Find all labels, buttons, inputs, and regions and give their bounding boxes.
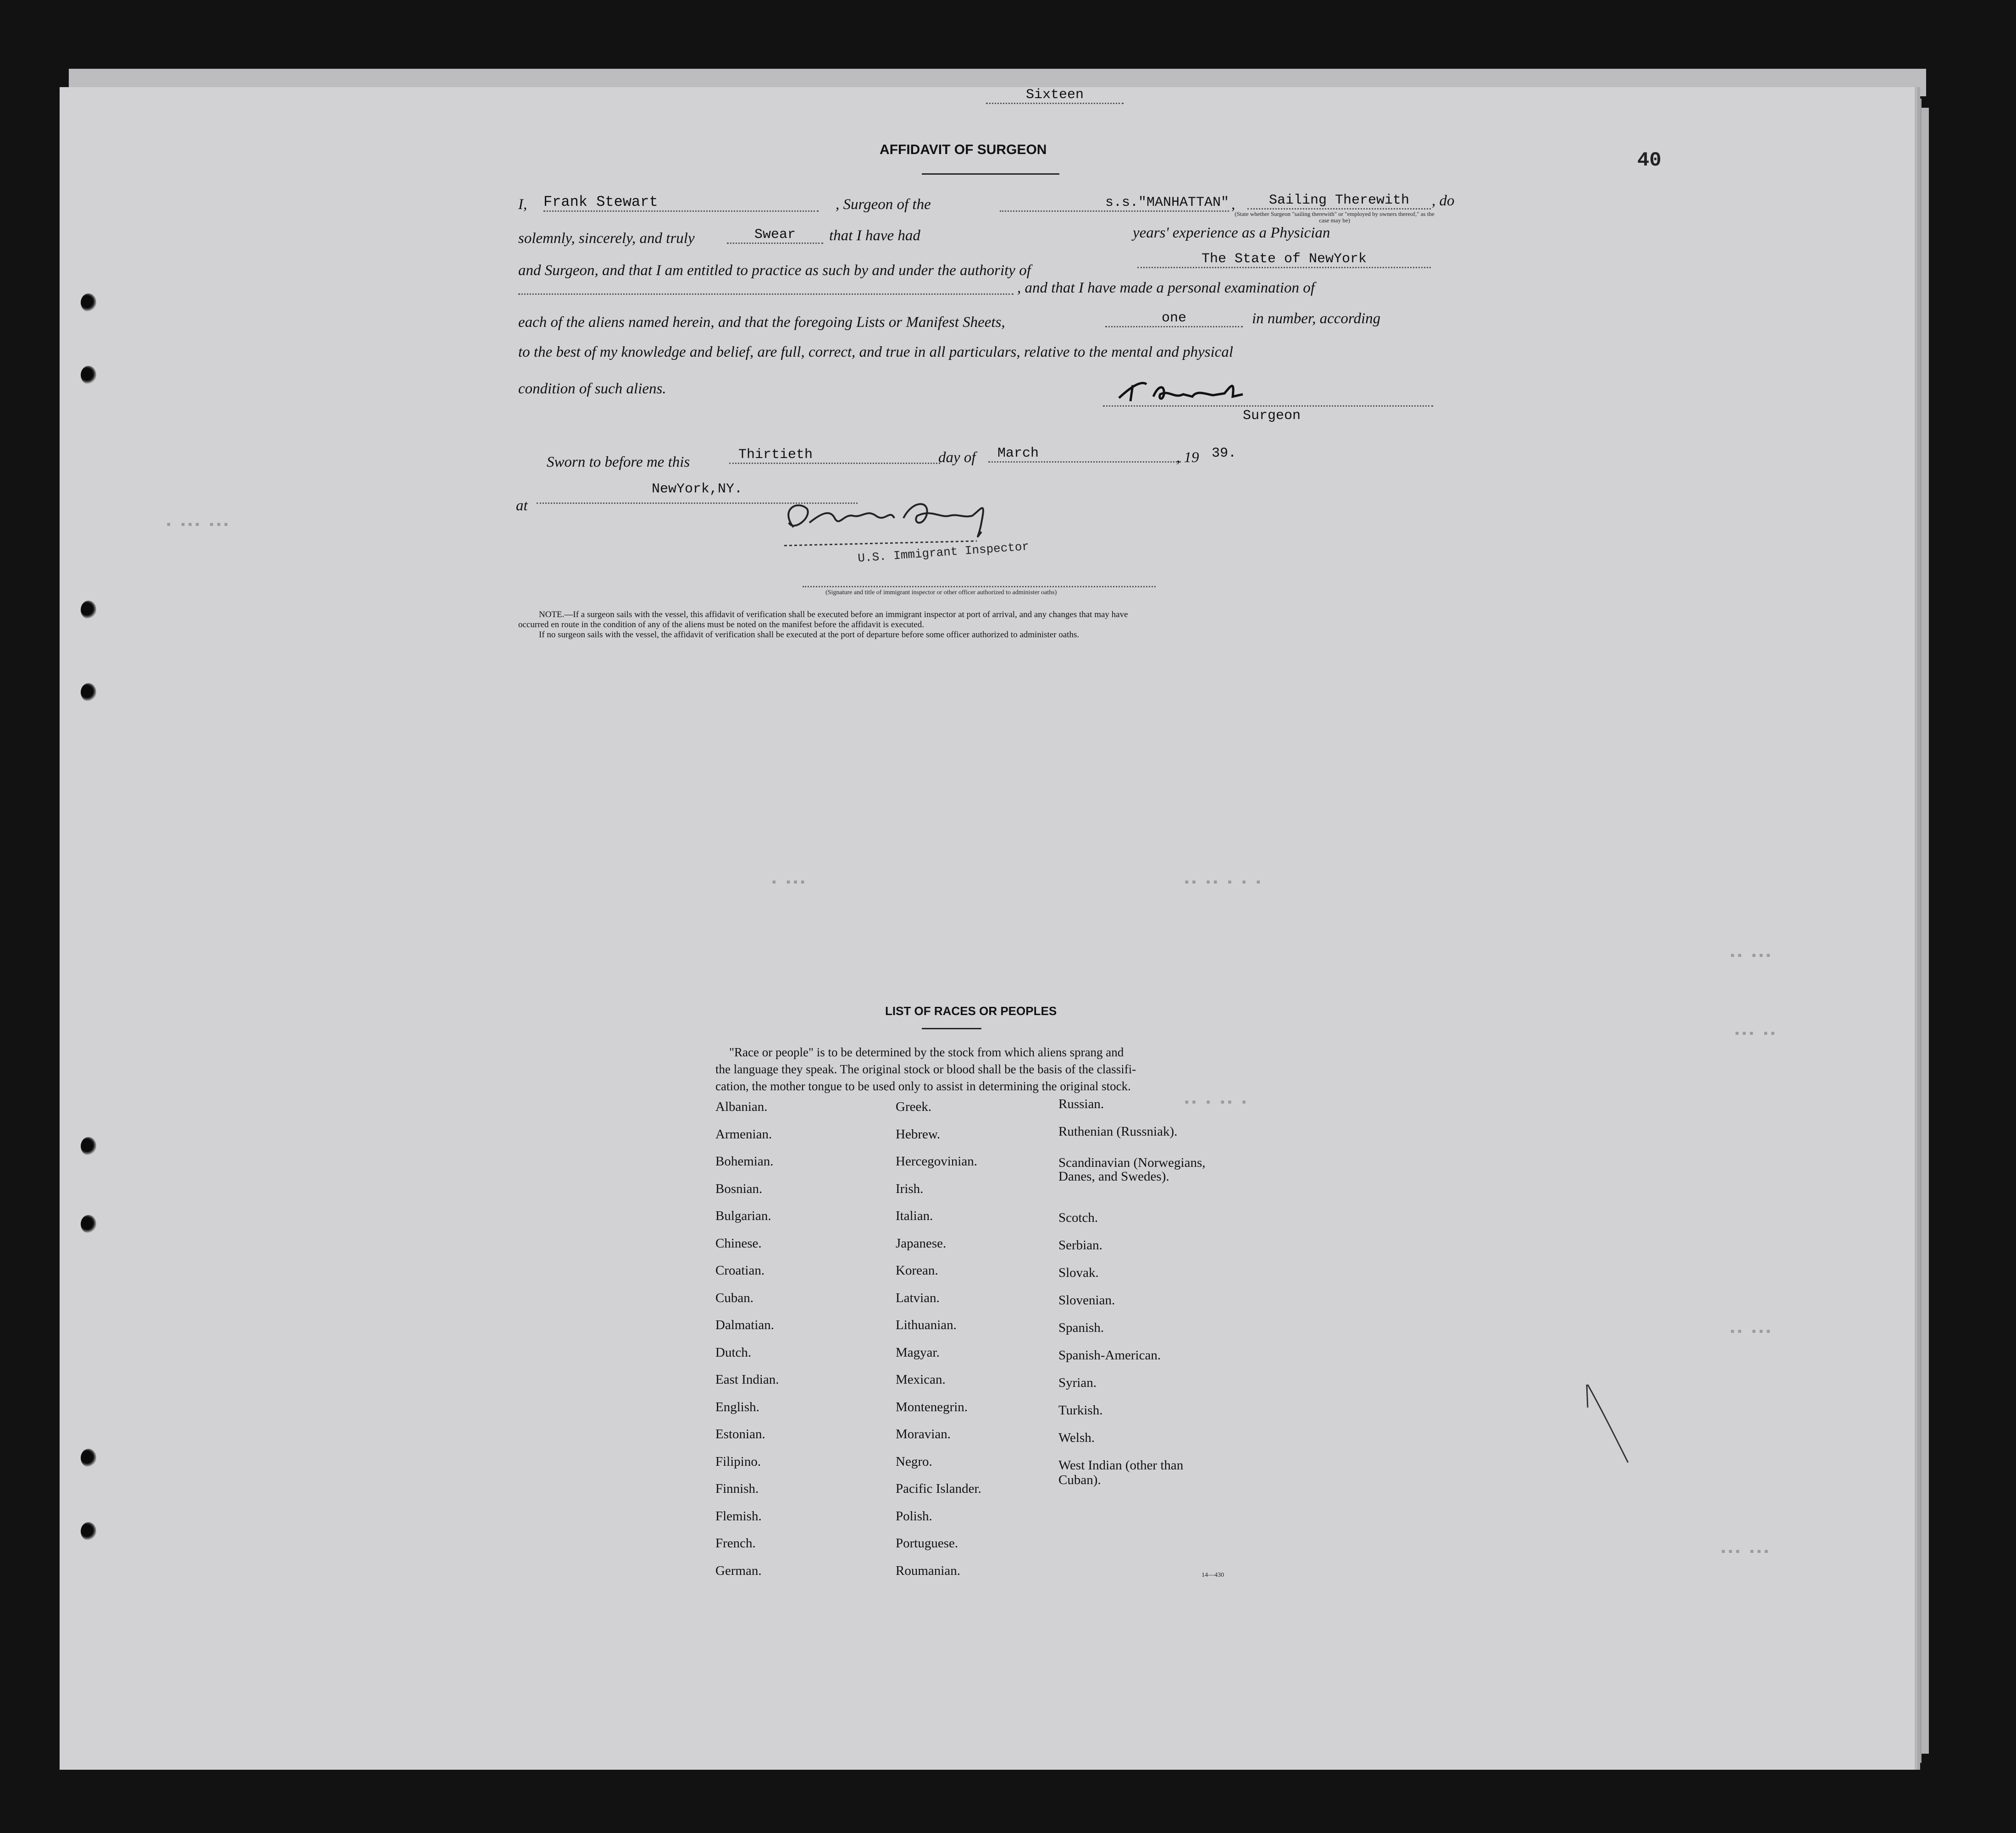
- line1-comma: ,: [1231, 196, 1235, 213]
- ghost-mark: ▪▪ ▪▪ ▪ ▪ ▪: [1183, 876, 1262, 889]
- race-item: Hercegovinian.: [896, 1154, 977, 1169]
- line5-a: each of the aliens named herein, and that the foregoing Lists or Manifest Sheets,: [518, 314, 1005, 331]
- race-item: Lithuanian.: [896, 1318, 957, 1332]
- authority-field: The State of NewYork: [1137, 251, 1431, 268]
- inspector-title: U.S. Immigrant Inspector: [857, 539, 1030, 566]
- place-field: NewYork,NY.: [537, 481, 858, 504]
- ghost-mark: ▪ ▪▪▪ ▪▪▪: [165, 518, 230, 532]
- line1-surgeon-of: , Surgeon of the: [836, 196, 931, 213]
- vessel-field: s.s."MANHATTAN": [1000, 195, 1229, 212]
- sheets-field: one: [1105, 310, 1243, 327]
- punch-hole: [81, 293, 96, 312]
- ghost-mark: ▪▪▪ ▪▪▪: [1720, 1545, 1770, 1559]
- race-item: Cuban.: [715, 1290, 753, 1305]
- line1-i: I,: [518, 196, 527, 213]
- title-underline: [922, 173, 1059, 175]
- race-item: Cuban).: [1058, 1473, 1101, 1487]
- form-number: 14—430: [1202, 1572, 1224, 1579]
- race-item: Danes, and Swedes).: [1058, 1169, 1169, 1184]
- race-item: Chinese.: [715, 1236, 762, 1251]
- line5-b: in number, according: [1252, 310, 1381, 327]
- race-item: Moravian.: [896, 1427, 951, 1441]
- punch-hole: [81, 1137, 96, 1155]
- race-item: Turkish.: [1058, 1403, 1103, 1418]
- races-title-underline: [922, 1028, 981, 1029]
- race-item: Japanese.: [896, 1236, 947, 1251]
- sworn-month-field: March: [988, 446, 1181, 463]
- punch-hole: [81, 601, 96, 619]
- punch-hole: [81, 683, 96, 701]
- race-item: French.: [715, 1536, 756, 1551]
- surgeon-name-field: Frank Stewart: [543, 193, 819, 212]
- race-item: Serbian.: [1058, 1238, 1102, 1253]
- race-item: Albanian.: [715, 1099, 768, 1114]
- race-item: Polish.: [896, 1508, 932, 1524]
- race-item: Ruthenian (Russniak).: [1058, 1124, 1178, 1139]
- affidavit-title: AFFIDAVIT OF SURGEON: [880, 142, 1047, 157]
- sworn-year: 39.: [1212, 446, 1237, 461]
- race-item: Greek.: [896, 1099, 932, 1114]
- race-item: Armenian.: [715, 1126, 772, 1142]
- punch-hole: [81, 366, 96, 384]
- race-item: Scandinavian (Norwegians,: [1058, 1155, 1206, 1170]
- ghost-mark: ▪▪ ▪▪▪: [1729, 1325, 1772, 1339]
- race-item: Slovak.: [1058, 1265, 1099, 1280]
- race-item: Magyar.: [896, 1345, 940, 1360]
- races-title: LIST OF RACES OR PEOPLES: [885, 1004, 1057, 1018]
- race-item: Roumanian.: [896, 1563, 960, 1578]
- race-item: Mexican.: [896, 1372, 946, 1387]
- sailing-note: (State whether Surgeon "sailing therewith" or "employed by owners thereof," as the case may be): [1235, 210, 1434, 224]
- line1-do: , do: [1432, 193, 1455, 209]
- sworn-day-field: Thirtieth: [729, 447, 940, 464]
- line2-b: that I have had: [829, 227, 920, 244]
- race-item: Negro.: [896, 1454, 932, 1469]
- race-item: East Indian.: [715, 1372, 779, 1387]
- race-item: Flemish.: [715, 1508, 762, 1524]
- sworn-c: , 19: [1176, 449, 1199, 466]
- ghost-mark: ▪ ▪▪▪: [770, 876, 807, 889]
- race-item: English.: [715, 1399, 759, 1414]
- race-item: Spanish.: [1058, 1320, 1104, 1335]
- race-item: Spanish-American.: [1058, 1348, 1161, 1363]
- race-item: Korean.: [896, 1263, 938, 1278]
- page-number: 40: [1637, 149, 1662, 172]
- race-item: West Indian (other than: [1058, 1458, 1184, 1473]
- line6: to the best of my knowledge and belief, are full, correct, and true in all particulars, relative to the mental and physical: [518, 344, 1233, 360]
- authority-field-continued: [518, 280, 1014, 295]
- ghost-mark: ▪▪ ▪▪▪: [1729, 949, 1772, 963]
- sworn-b: day of: [938, 449, 976, 466]
- sworn-a: Sworn to before me this: [547, 454, 690, 470]
- race-item: Latvian.: [896, 1290, 940, 1305]
- oath-field: Swear: [727, 227, 823, 244]
- race-item: Slovenian.: [1058, 1293, 1115, 1308]
- note-line-1: NOTE.—If a surgeon sails with the vessel, this affidavit of verification shall be executed before an immigrant inspector at port of arrival, and any changes that may have: [539, 610, 1128, 619]
- punch-hole: [81, 1215, 96, 1233]
- race-item: Bohemian.: [715, 1154, 774, 1169]
- race-item: German.: [715, 1563, 762, 1578]
- ghost-mark: ▪▪ ▪ ▪▪ ▪: [1183, 1096, 1248, 1110]
- race-item: Estonian.: [715, 1427, 765, 1441]
- race-item: Croatian.: [715, 1263, 765, 1278]
- race-item: Welsh.: [1058, 1430, 1095, 1445]
- races-intro-2: the language they speak. The original stock or blood shall be the basis of the classifi-: [715, 1062, 1136, 1076]
- race-item: Montenegrin.: [896, 1399, 968, 1414]
- race-item: Dalmatian.: [715, 1318, 775, 1332]
- stray-pen-mark: [1582, 1380, 1637, 1472]
- note-line-2: occurred en route in the condition of any of the aliens must be noted on the manifest before the affidavit is executed.: [518, 620, 924, 629]
- sailing-status-field: Sailing Therewith: [1247, 193, 1431, 210]
- race-item: Portuguese.: [896, 1536, 958, 1551]
- line2-a: solemnly, sincerely, and truly: [518, 230, 695, 247]
- page-stack-edge-2: [1922, 108, 1929, 1754]
- race-item: Syrian.: [1058, 1375, 1097, 1390]
- race-item: Italian.: [896, 1209, 933, 1223]
- race-item: Finnish.: [715, 1481, 759, 1496]
- line4-a: , and that I have made a personal examination of: [1017, 280, 1315, 296]
- at-label: at: [516, 497, 528, 514]
- punch-hole: [81, 1449, 96, 1467]
- race-item: Russian.: [1058, 1097, 1104, 1111]
- race-item: Pacific Islander.: [896, 1481, 981, 1496]
- inspector-signature-line: [803, 585, 1156, 587]
- punch-hole: [81, 1522, 96, 1540]
- race-item: Filipino.: [715, 1454, 761, 1469]
- line2-c: years' experience as a Physician: [1133, 225, 1330, 241]
- document-page: [60, 87, 1915, 1770]
- note-line-3: If no surgeon sails with the vessel, the affidavit of verification shall be executed at the port of departure before some officer authorized to administer oaths.: [539, 630, 1080, 640]
- surgeon-signature-line: [1103, 403, 1433, 407]
- races-intro-1: "Race or people" is to be determined by the stock from which aliens sprang and: [729, 1045, 1124, 1059]
- years-field: Sixteen: [986, 87, 1124, 104]
- race-item: Bosnian.: [715, 1181, 763, 1196]
- line7: condition of such aliens.: [518, 381, 666, 397]
- races-intro-3: cation, the mother tongue to be used only to assist in determining the original stock.: [715, 1079, 1131, 1093]
- race-item: Dutch.: [715, 1345, 752, 1360]
- line3-a: and Surgeon, and that I am entitled to practice as such by and under the authority of: [518, 262, 1031, 279]
- race-item: Scotch.: [1058, 1210, 1098, 1225]
- ghost-mark: ▪▪▪ ▪▪: [1734, 1027, 1777, 1041]
- race-item: Bulgarian.: [715, 1209, 771, 1223]
- race-item: Irish.: [896, 1181, 924, 1196]
- surgeon-label: Surgeon: [1243, 408, 1301, 424]
- race-item: Hebrew.: [896, 1126, 941, 1142]
- inspector-caption: (Signature and title of immigrant inspector or other officer authorized to administer oaths): [825, 589, 1057, 596]
